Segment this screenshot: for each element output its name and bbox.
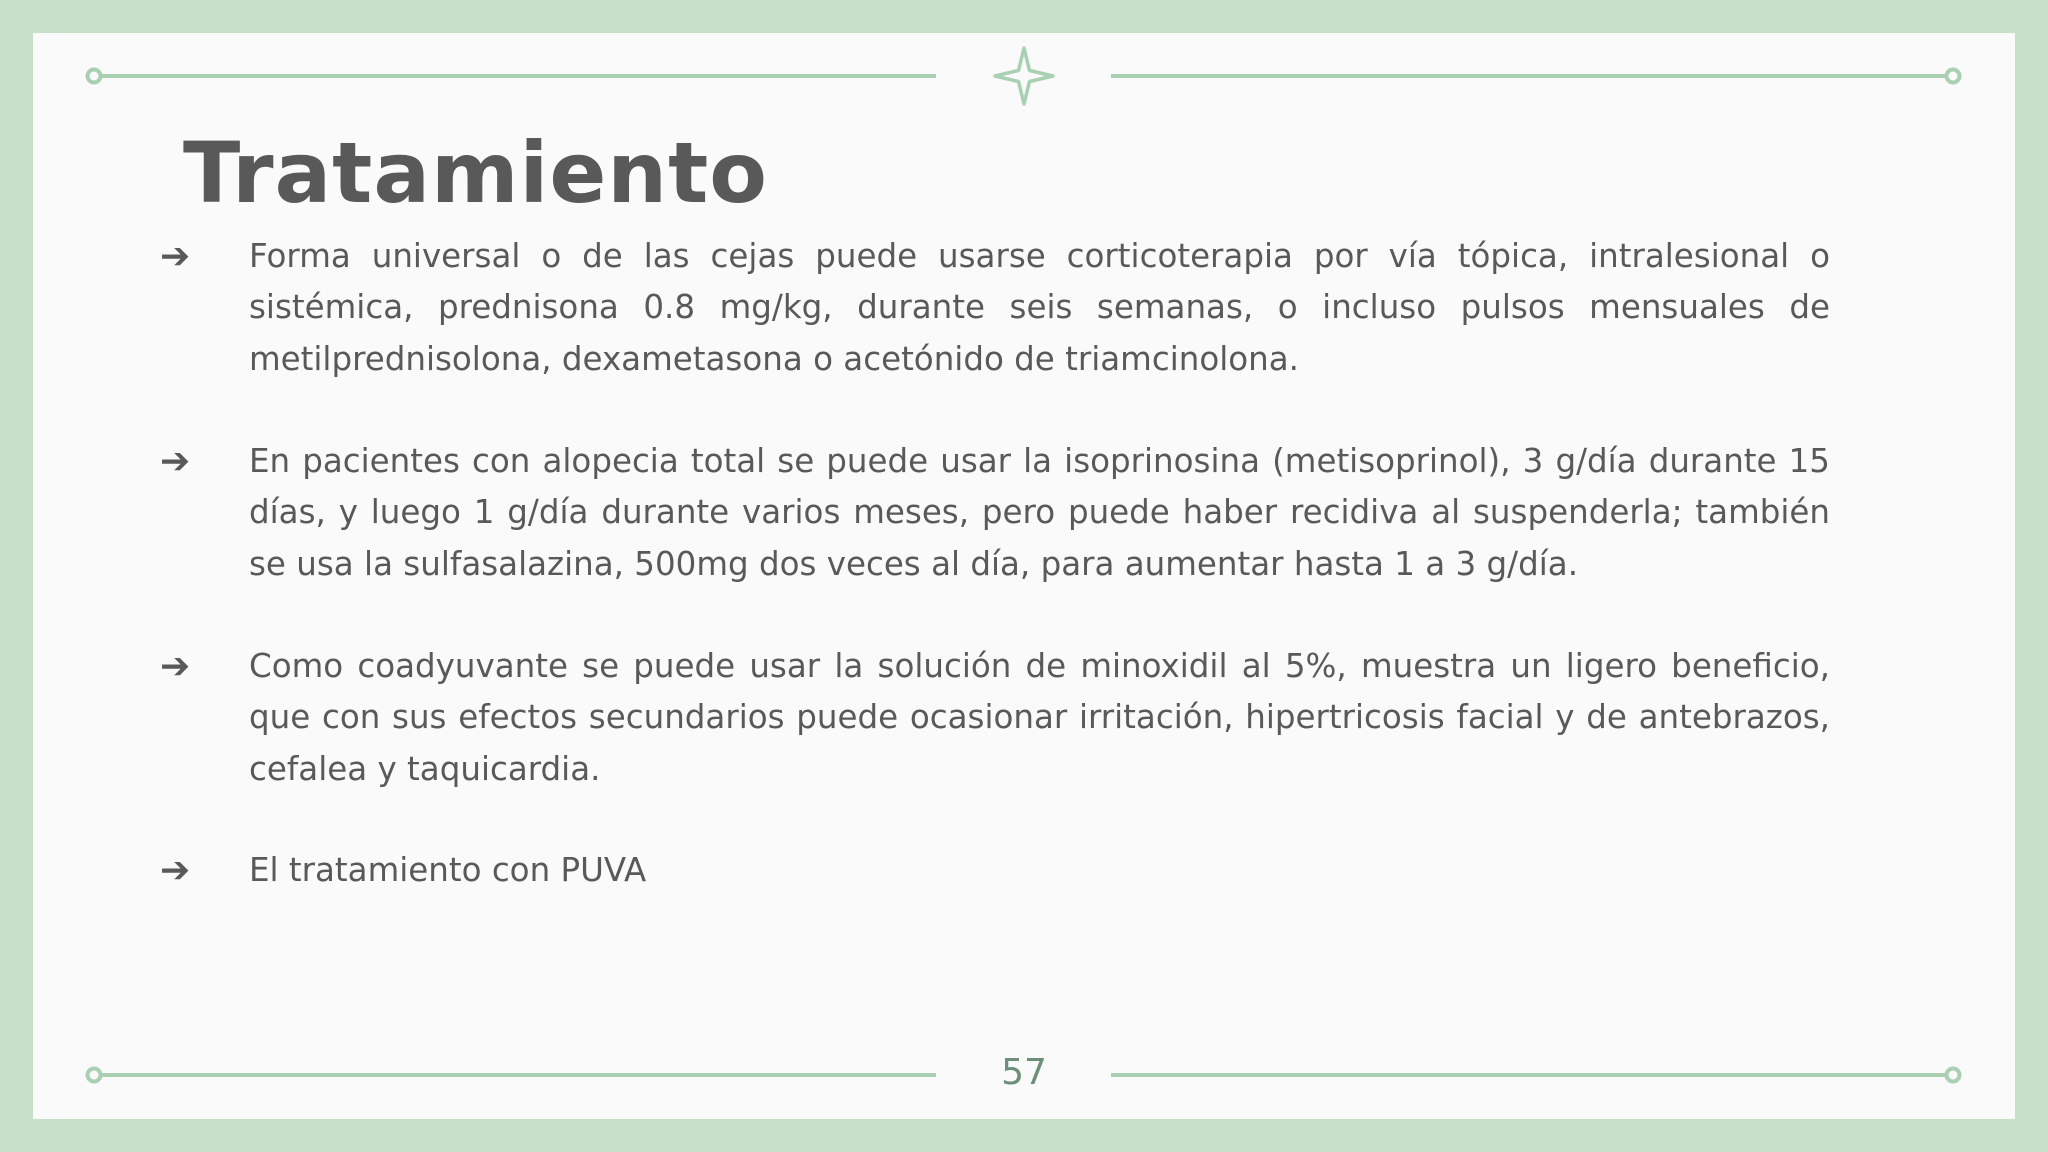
slide-title: Tratamiento [183,124,768,222]
bullet-item-corticoterapia [160,231,1830,385]
bullet-item-puva [160,845,1830,896]
arrow-right-icon: ➔ [160,850,191,891]
arrow-right-icon: ➔ [160,441,191,482]
page-number: 57 [1001,1052,1047,1093]
arrow-right-icon: ➔ [160,646,191,687]
bullet-item-minoxidil [160,641,1830,795]
bullet-text: Forma universal o de las cejas puede usarse corticoterapia por vía tópica, intralesional o sistémica, prednisona 0.8 mg/kg, durante seis semanas, o incluso pulsos mensuales de metilprednisolona, dexametasona o acetónido de triamcinolona. [249,237,1830,378]
bullet-text: El tratamiento con PUVA [249,851,647,889]
bullet-item-isoprinosina [160,436,1830,590]
bullet-text: Como coadyuvante se puede usar la solución de minoxidil al 5%, muestra un ligero beneficio, que con sus efectos secundarios puede ocasionar irritación, hipertricosis facial y de antebrazos, cefalea y taquicardia. [249,647,1830,788]
bullet-text: En pacientes con alopecia total se puede usar la isoprinosina (metisoprinol), 3 g/día durante 15 días, y luego 1 g/día durante varios meses, pero puede haber recidiva al suspenderla; también se usa la sulfasalazina, 500mg dos veces al día, para aumentar hasta 1 a 3 g/día. [249,442,1830,583]
arrow-right-icon: ➔ [160,236,191,277]
